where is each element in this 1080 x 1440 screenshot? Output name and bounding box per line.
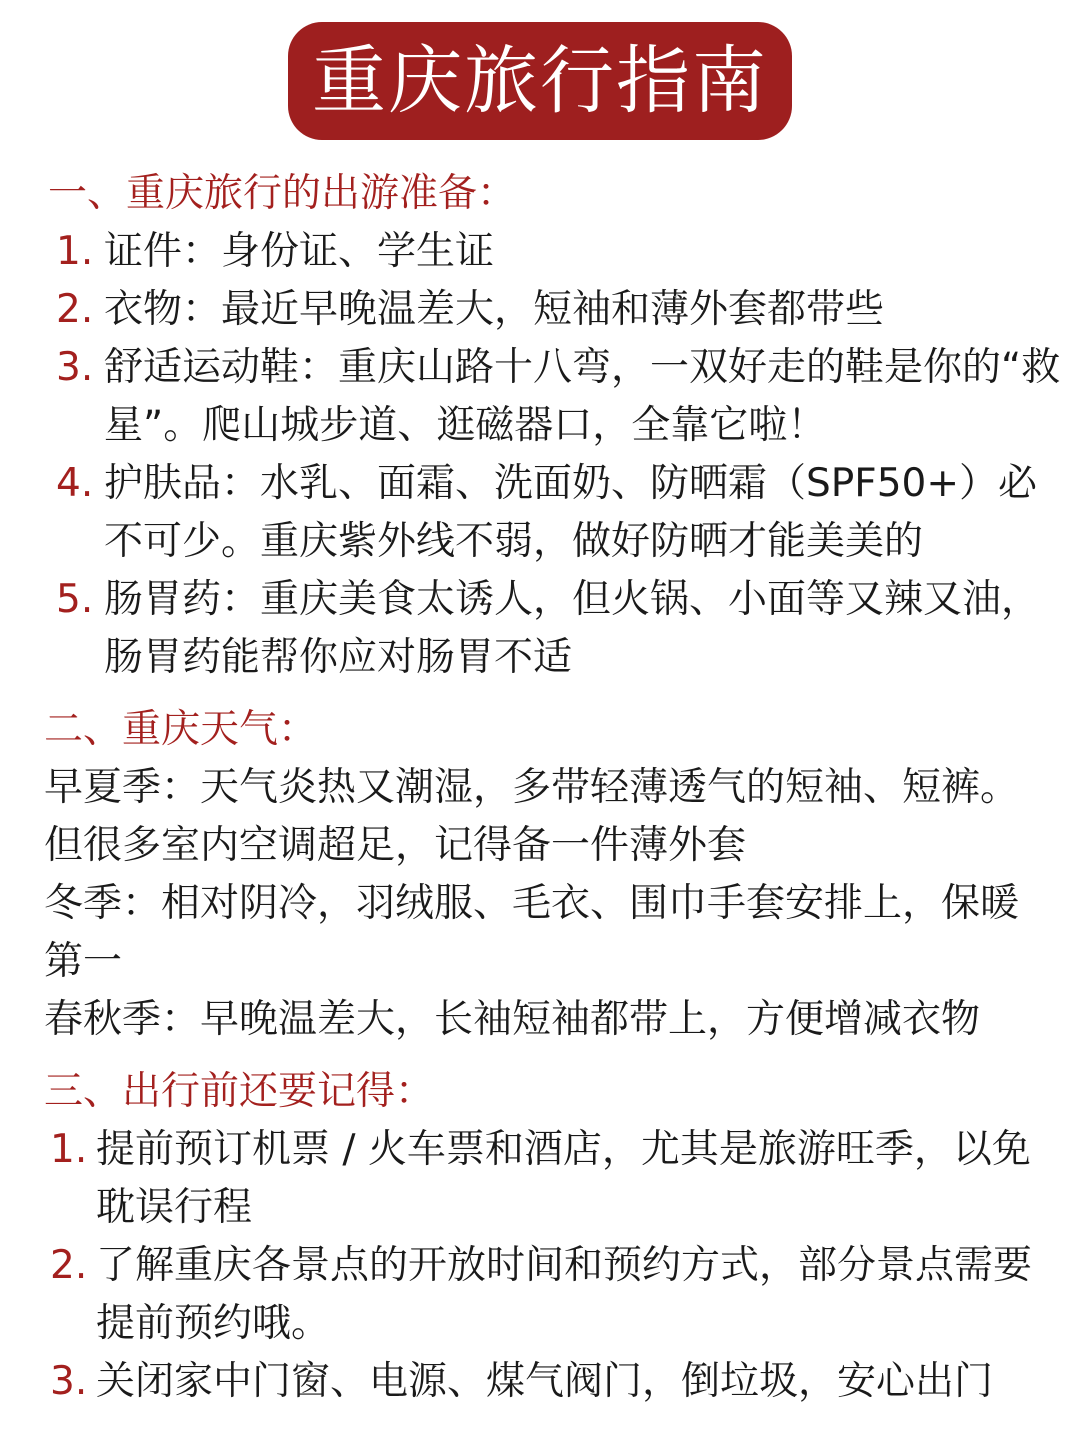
list-item-text: 护肤品：水乳、面霜、洗面奶、防晒霜（SPF50+）必不可少。重庆紫外线不弱，做好防晒才能美美的	[104, 461, 1038, 564]
list-item-text: 肠胃药：重庆美食太诱人，但火锅、小面等又辣又油，肠胃药能帮你应对肠胃不适	[104, 577, 1041, 680]
list-item-text: 提前预订机票 / 火车票和酒店，尤其是旅游旺季，以免耽误行程	[96, 1127, 1031, 1230]
guide-content	[0, 165, 1080, 1411]
list-number: 2.	[50, 1243, 88, 1288]
list-item	[0, 1121, 1080, 1237]
list-item	[0, 223, 1080, 281]
list-item-text: 衣物：最近早晚温差大，短袖和薄外套都带些	[104, 287, 885, 332]
list-number: 3.	[56, 345, 94, 390]
section-title-weather: 二、重庆天气：	[44, 707, 318, 752]
list-item	[0, 455, 1080, 571]
list-item-text: 关闭家中门窗、电源、煤气阀门，倒垃圾，安心出门	[96, 1359, 994, 1404]
page-title: 重庆旅行指南	[288, 22, 792, 140]
list-number: 5.	[56, 577, 94, 622]
section-preparation	[0, 165, 1080, 687]
section-title-before-departure: 三、出行前还要记得：	[44, 1069, 435, 1114]
list-item	[0, 281, 1080, 339]
weather-winter-paragraph: 冬季：相对阴冷，羽绒服、毛衣、围巾手套安排上，保暖第一	[44, 881, 1020, 984]
list-item-text: 了解重庆各景点的开放时间和预约方式，部分景点需要提前预约哦。	[96, 1243, 1033, 1346]
list-item	[0, 571, 1080, 687]
section-weather	[0, 701, 1080, 1049]
before-departure-list	[0, 1121, 1080, 1411]
section-before-departure	[0, 1063, 1080, 1411]
list-item-text: 证件：身份证、学生证	[104, 229, 495, 274]
list-number: 4.	[56, 461, 94, 506]
list-number: 1.	[50, 1127, 88, 1172]
list-item	[0, 339, 1080, 455]
weather-spring-autumn-paragraph: 春秋季：早晚温差大，长袖短袖都带上，方便增减衣物	[44, 997, 981, 1042]
title-wrap	[0, 22, 1080, 140]
list-item	[0, 1237, 1080, 1353]
weather-summer-paragraph: 早夏季：天气炎热又潮湿，多带轻薄透气的短袖、短裤。但很多室内空调超足，记得备一件薄外套	[44, 765, 1020, 868]
list-number: 1.	[56, 229, 94, 274]
preparation-list	[0, 223, 1080, 687]
list-number: 3.	[50, 1359, 88, 1404]
list-item-text: 舒适运动鞋：重庆山路十八弯，一双好走的鞋是你的“救星”。爬山城步道、逛磁器口，全靠它啦！	[104, 345, 1061, 448]
section-title-preparation: 一、重庆旅行的出游准备：	[48, 171, 517, 216]
list-item	[0, 1353, 1080, 1411]
list-number: 2.	[56, 287, 94, 332]
